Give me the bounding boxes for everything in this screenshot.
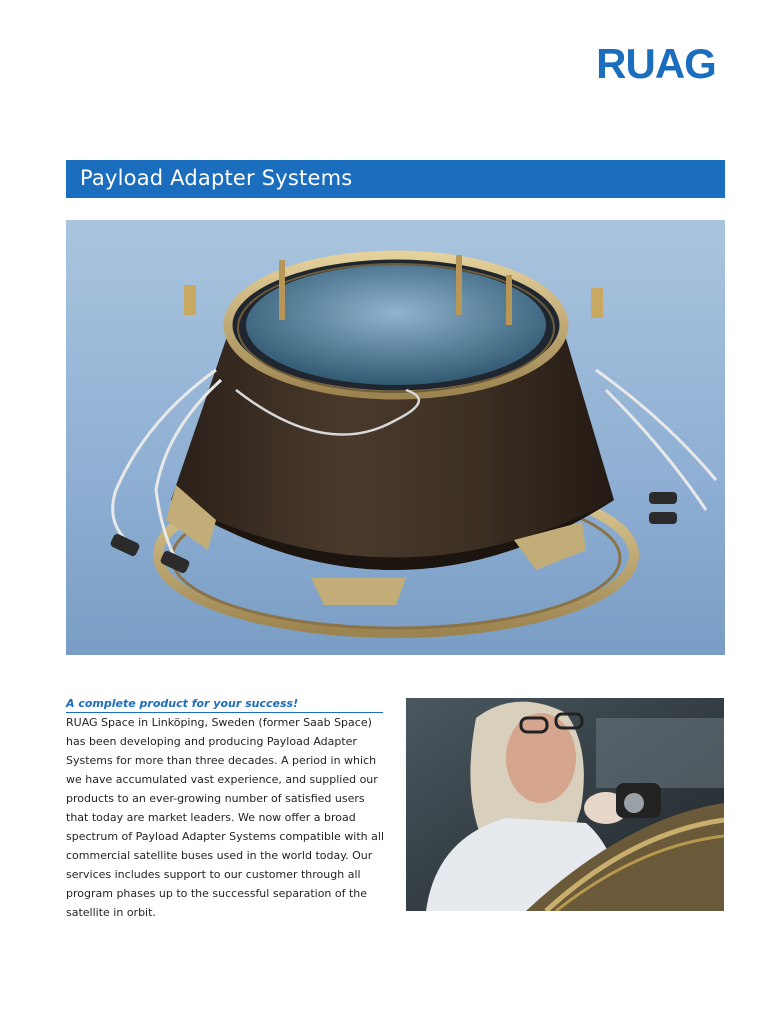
section-heading: A complete product for your success! — [66, 697, 383, 713]
section-body: RUAG Space in Linköping, Sweden (former Saab Space) has been developing and producing Payload Adapter Systems for more than three decades. A period in which we have accumulated vast experience, and supplied our products to an ever-growing number of satisfied users that today are market leaders. We now offer a broad spectrum of Payload Adapter Systems compatible with all commercial satellite buses used in the world today. Our services includes support to our customer through all program phases up to the successful separation of the satellite in orbit. — [66, 716, 385, 919]
page-title: Payload Adapter Systems — [80, 166, 353, 190]
ruag-logo — [584, 40, 728, 84]
payload-adapter-photo — [66, 220, 725, 655]
technician-photo — [406, 698, 724, 911]
logo-text: RUAG — [596, 40, 716, 84]
title-bar — [66, 160, 725, 198]
